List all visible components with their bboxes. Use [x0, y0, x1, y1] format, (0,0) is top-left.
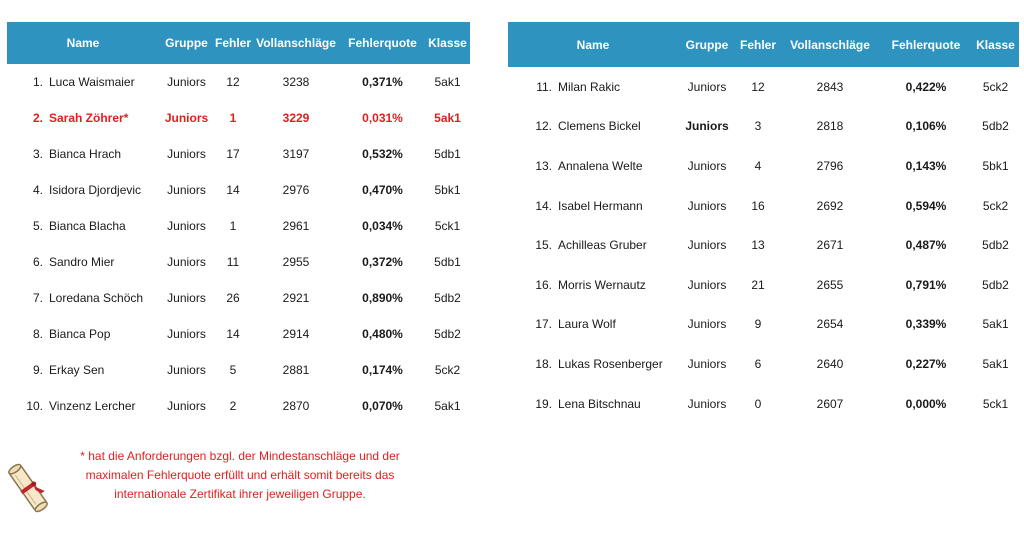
strokes-cell: 2796: [816, 158, 844, 173]
group-cell: Juniors: [687, 356, 727, 371]
column-header-name: Name: [508, 22, 678, 67]
errors-cell: 12: [226, 75, 240, 89]
error-rate-cell: 0,000%: [905, 396, 947, 411]
group-cell: Juniors: [687, 79, 727, 94]
rank-cell: 9.: [32, 363, 43, 377]
class-cell: 5ak1: [982, 317, 1009, 332]
group-cell: Juniors: [167, 363, 206, 377]
errors-cell: 5: [229, 363, 237, 377]
column-header-errors: Fehler: [214, 22, 252, 64]
errors-cell: 1: [229, 219, 237, 233]
strokes-cell: 2640: [816, 356, 844, 371]
error-rate-cell: 0,070%: [362, 399, 403, 413]
class-cell: 5ak1: [982, 356, 1009, 371]
group-cell: Juniors: [167, 399, 206, 413]
strokes-cell: 3197: [282, 147, 310, 161]
rank-cell: 16.: [535, 277, 552, 292]
table-row: [508, 67, 1019, 107]
group-cell: Juniors: [685, 119, 729, 134]
class-cell: 5db2: [982, 238, 1009, 253]
error-rate-cell: 0,470%: [362, 183, 403, 197]
name-cell: Laura Wolf: [558, 317, 616, 332]
group-cell: Juniors: [687, 277, 727, 292]
rank-cell: 12.: [535, 119, 552, 134]
table-row: [7, 172, 470, 208]
name-cell: Bianca Pop: [49, 327, 111, 341]
rank-cell: 10.: [26, 399, 43, 413]
class-cell: 5ck2: [982, 79, 1009, 94]
name-cell: Isidora Djordjevic: [49, 183, 142, 197]
column-header-group: Gruppe: [678, 22, 736, 67]
column-header-errors: Fehler: [736, 22, 780, 67]
error-rate-cell: 0,532%: [362, 147, 403, 161]
error-rate-cell: 0,422%: [905, 79, 947, 94]
strokes-cell: 2961: [282, 219, 310, 233]
name-cell: Erkay Sen: [49, 363, 105, 377]
ranking-table-left: [7, 22, 470, 424]
errors-cell: 6: [754, 356, 762, 371]
strokes-cell: 3229: [282, 111, 310, 125]
error-rate-cell: 0,594%: [905, 198, 947, 213]
errors-cell: 12: [751, 79, 765, 94]
name-cell: Sandro Mier: [49, 255, 115, 269]
table-row: [7, 136, 470, 172]
class-cell: 5bk1: [982, 158, 1009, 173]
class-cell: 5ck2: [434, 363, 461, 377]
table-row: [508, 265, 1019, 305]
name-cell: Annalena Welte: [558, 158, 643, 173]
rank-cell: 15.: [535, 238, 552, 253]
table-row: [508, 344, 1019, 384]
header-row: [7, 22, 470, 64]
name-cell: Clemens Bickel: [558, 119, 641, 134]
group-cell: Juniors: [167, 219, 206, 233]
group-cell: Juniors: [687, 396, 727, 411]
errors-cell: 14: [226, 327, 240, 341]
errors-cell: 9: [754, 317, 762, 332]
error-rate-cell: 0,143%: [905, 158, 947, 173]
strokes-cell: 2921: [282, 291, 310, 305]
group-cell: Juniors: [167, 291, 206, 305]
rank-cell: 3.: [32, 147, 43, 161]
table-row: [508, 225, 1019, 265]
errors-cell: 4: [754, 158, 762, 173]
rank-cell: 19.: [535, 396, 552, 411]
class-cell: 5db2: [982, 119, 1009, 134]
name-cell: Lena Bitschnau: [558, 396, 641, 411]
column-header-group: Gruppe: [159, 22, 214, 64]
class-cell: 5ak1: [434, 399, 461, 413]
rank-cell: 4.: [32, 183, 43, 197]
table-row: [7, 244, 470, 280]
errors-cell: 11: [226, 255, 240, 269]
table-row: [508, 186, 1019, 226]
rank-cell: 2.: [32, 111, 43, 125]
strokes-cell: 2976: [282, 183, 310, 197]
class-cell: 5db1: [434, 255, 461, 269]
errors-cell: 2: [229, 399, 237, 413]
certificate-scroll-icon: [4, 460, 52, 516]
errors-cell: 3: [754, 119, 762, 134]
class-cell: 5ak1: [434, 75, 461, 89]
name-cell: Achilleas Gruber: [558, 238, 647, 253]
name-cell: Isabel Hermann: [558, 198, 643, 213]
error-rate-cell: 0,031%: [362, 111, 403, 125]
column-header-error-rate: Fehlerquote: [340, 22, 425, 64]
strokes-cell: 2655: [816, 277, 844, 292]
group-cell: Juniors: [167, 183, 206, 197]
group-cell: Juniors: [687, 158, 727, 173]
header-row: [508, 22, 1019, 67]
strokes-cell: 2654: [816, 317, 844, 332]
error-rate-cell: 0,371%: [362, 75, 403, 89]
group-cell: Juniors: [164, 111, 209, 125]
error-rate-cell: 0,372%: [362, 255, 403, 269]
rank-cell: 17.: [535, 317, 552, 332]
group-cell: Juniors: [687, 238, 727, 253]
name-cell: Morris Wernautz: [558, 277, 646, 292]
strokes-cell: 2818: [816, 119, 844, 134]
group-cell: Juniors: [687, 198, 727, 213]
table-row: [7, 64, 470, 100]
name-cell: Bianca Blacha: [49, 219, 126, 233]
column-header-error-rate: Fehlerquote: [880, 22, 972, 67]
rank-cell: 18.: [535, 356, 552, 371]
rank-cell: 13.: [535, 158, 552, 173]
class-cell: 5db1: [434, 147, 461, 161]
name-cell: Milan Rakic: [558, 79, 621, 94]
table-row: [508, 305, 1019, 345]
strokes-cell: 2671: [816, 238, 844, 253]
rank-cell: 14.: [535, 198, 552, 213]
rank-cell: 1.: [32, 75, 43, 89]
strokes-cell: 2843: [816, 79, 844, 94]
class-cell: 5bk1: [434, 183, 461, 197]
error-rate-cell: 0,174%: [362, 363, 403, 377]
error-rate-cell: 0,227%: [905, 356, 947, 371]
table-row: [508, 146, 1019, 186]
group-cell: Juniors: [167, 75, 206, 89]
error-rate-cell: 0,791%: [905, 277, 947, 292]
rank-cell: 7.: [32, 291, 43, 305]
table-row: [7, 352, 470, 388]
error-rate-cell: 0,034%: [362, 219, 403, 233]
strokes-cell: 2881: [282, 363, 310, 377]
errors-cell: 26: [226, 291, 240, 305]
table-row: [7, 388, 470, 424]
name-cell: Vinzenz Lercher: [49, 399, 136, 413]
group-cell: Juniors: [167, 147, 206, 161]
rank-cell: 8.: [32, 327, 43, 341]
errors-cell: 14: [226, 183, 240, 197]
table-row: [7, 100, 470, 136]
error-rate-cell: 0,890%: [362, 291, 403, 305]
errors-cell: 1: [229, 111, 237, 125]
errors-cell: 16: [751, 198, 765, 213]
class-cell: 5db2: [434, 327, 461, 341]
column-header-name: Name: [7, 22, 159, 64]
column-header-class: Klasse: [972, 22, 1019, 67]
group-cell: Juniors: [687, 317, 727, 332]
class-cell: 5ck1: [982, 396, 1009, 411]
errors-cell: 21: [751, 277, 765, 292]
class-cell: 5db2: [434, 291, 461, 305]
name-cell: Sarah Zöhrer*: [49, 111, 129, 125]
footnote: * hat die Anforderungen bzgl. der Mindestanschläge und der maximalen Fehlerquote erfüllt und erhält somit bereits das internationale Zertifikat ihrer jeweiligen Gruppe.: [80, 449, 400, 501]
table-row: [508, 384, 1019, 424]
error-rate-cell: 0,480%: [362, 327, 403, 341]
strokes-cell: 2607: [816, 396, 844, 411]
column-header-strokes: Vollanschläge: [780, 22, 880, 67]
table-row: [7, 208, 470, 244]
class-cell: 5ck2: [982, 198, 1009, 213]
strokes-cell: 2870: [282, 399, 310, 413]
rank-cell: 11.: [536, 79, 552, 94]
class-cell: 5db2: [982, 277, 1009, 292]
table-row: [7, 316, 470, 352]
column-header-strokes: Vollanschläge: [252, 22, 340, 64]
ranking-table-right: [508, 22, 1019, 423]
strokes-cell: 2955: [282, 255, 310, 269]
name-cell: Lukas Rosenberger: [558, 356, 663, 371]
group-cell: Juniors: [167, 255, 206, 269]
class-cell: 5ak1: [434, 111, 461, 125]
table-row: [508, 107, 1019, 147]
name-cell: Loredana Schöch: [49, 291, 144, 305]
rank-cell: 5.: [32, 219, 43, 233]
table-row: [7, 280, 470, 316]
name-cell: Bianca Hrach: [49, 147, 122, 161]
errors-cell: 17: [226, 147, 240, 161]
strokes-cell: 2692: [816, 198, 844, 213]
column-header-class: Klasse: [425, 22, 470, 64]
group-cell: Juniors: [167, 327, 206, 341]
errors-cell: 13: [751, 238, 765, 253]
errors-cell: 0: [754, 396, 762, 411]
rank-cell: 6.: [32, 255, 43, 269]
name-cell: Luca Waismaier: [49, 75, 135, 89]
strokes-cell: 2914: [282, 327, 310, 341]
strokes-cell: 3238: [282, 75, 310, 89]
error-rate-cell: 0,487%: [905, 238, 947, 253]
error-rate-cell: 0,339%: [905, 317, 947, 332]
class-cell: 5ck1: [434, 219, 461, 233]
error-rate-cell: 0,106%: [905, 119, 947, 134]
